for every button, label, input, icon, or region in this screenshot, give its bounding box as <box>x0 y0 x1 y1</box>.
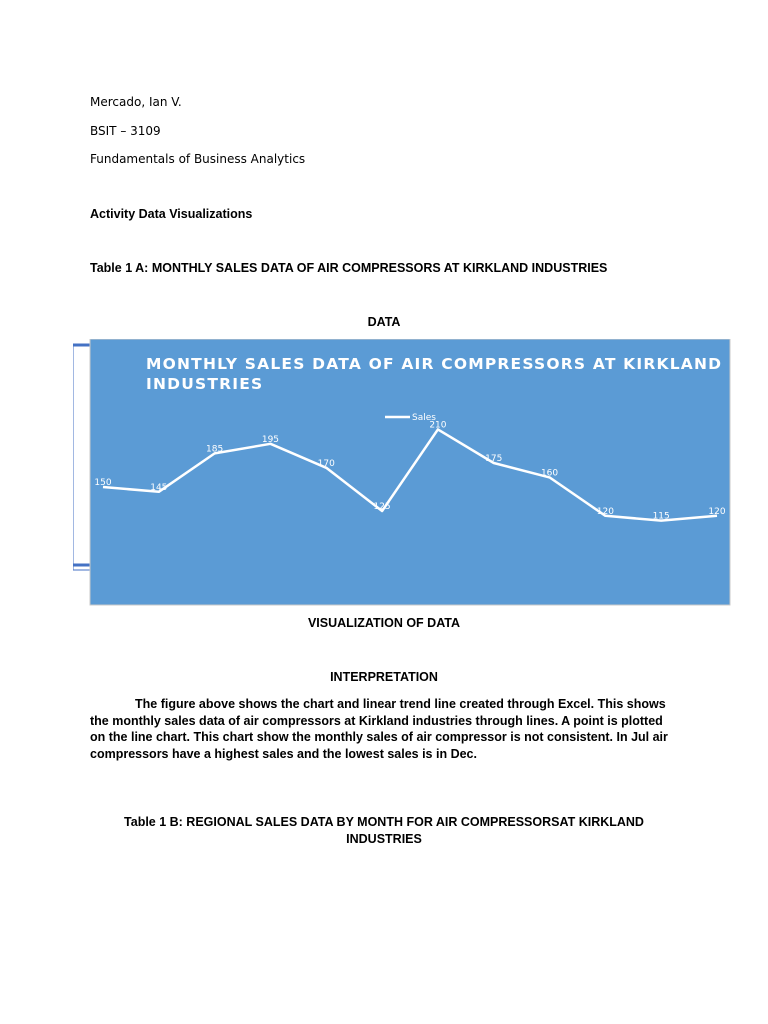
sales-line-chart <box>73 339 731 606</box>
table-1b-title-line2: INDUSTRIES <box>346 832 422 846</box>
data-label-point-12: 120 <box>708 506 726 517</box>
legend-label-sales: Sales <box>412 413 436 423</box>
data-label-point-1: 150 <box>94 478 112 488</box>
data-heading: DATA <box>367 315 401 329</box>
data-label-point-5: 170 <box>317 458 335 469</box>
data-label-point-3: 185 <box>206 444 224 455</box>
interpretation-paragraph: The figure above shows the chart and linear trend line created through Excel. This shows the monthly sales data of air compressors at Kirkland industries through lines. A point is plotted on the line chart. This chart show the monthly sales of air compressor is not consistent. In Jul air compressors have a highest sales and the lowest sales is in Dec. <box>90 697 668 761</box>
table-1a-title: Table 1 A: MONTHLY SALES DATA OF AIR COMPRESSORS AT KIRKLAND INDUSTRIES <box>90 261 608 275</box>
data-label-point-7: 210 <box>429 420 447 431</box>
data-label-point-4: 195 <box>261 434 280 445</box>
data-label-point-11: 115 <box>652 511 670 522</box>
course-name: Fundamentals of Business Analytics <box>90 152 306 166</box>
student-name: Mercado, Ian V. <box>90 95 182 109</box>
data-label-point-9: 160 <box>540 468 559 479</box>
data-label-point-10: 120 <box>596 506 614 517</box>
student-section: BSIT – 3109 <box>90 124 161 138</box>
data-label-point-2: 145 <box>150 482 168 493</box>
activity-title: Activity Data Visualizations <box>90 207 253 221</box>
data-label-point-6: 125 <box>373 502 391 512</box>
chart-title-line2: INDUSTRIES <box>146 375 264 393</box>
chart-title-line1: MONTHLY SALES DATA OF AIR COMPRESSORS AT KIRKLAND <box>146 355 723 373</box>
interpretation-heading: INTERPRETATION <box>330 670 438 684</box>
visualization-caption: VISUALIZATION OF DATA <box>307 616 461 630</box>
table-1b-title-line1: Table 1 B: REGIONAL SALES DATA BY MONTH FOR AIR COMPRESSORSAT KIRKLAND <box>124 815 644 829</box>
data-label-point-8: 175 <box>485 454 503 464</box>
